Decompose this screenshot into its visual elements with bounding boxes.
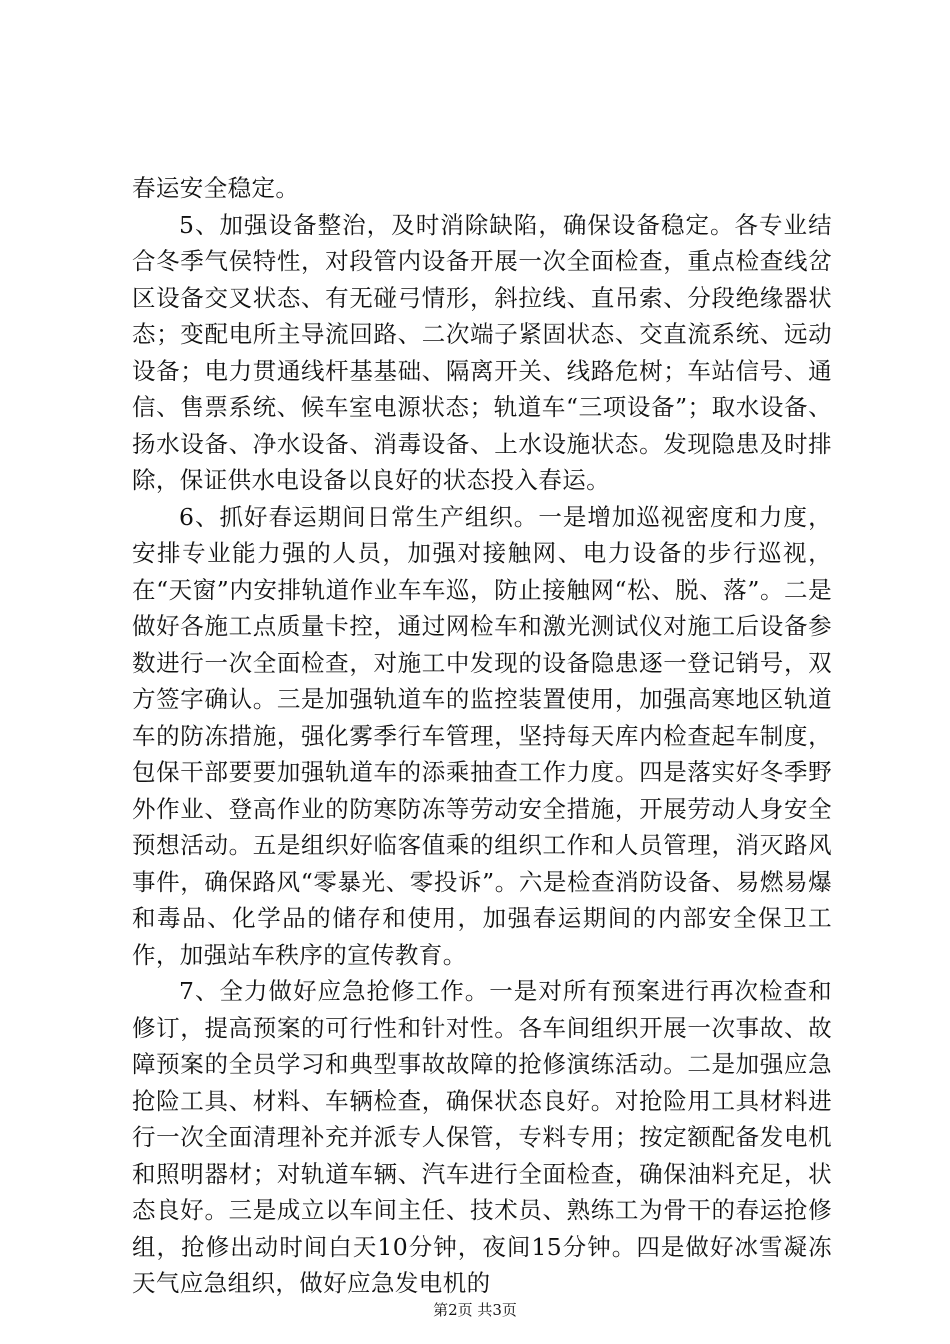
paragraph-item-6: 6、抓好春运期间日常生产组织。一是增加巡视密度和力度，安排专业能力强的人员，加强对接触网、电力设备的步行巡视，在“天窗”内安排轨道作业车车巡，防止接触网“松、脱、落”。二是做好各施工点质量卡控，通过网检车和激光测试仪对施工后设备参数进行一次全面检查，对施工中发现的设备隐患逐一登记销号，双方签字确认。三是加强轨道车的监控装置使用，加强高寒地区轨道车的防冻措施，强化雾季行车管理，坚持每天库内检查起车制度，包保干部要要加强轨道车的添乘抽查工作力度。四是落实好冬季野外作业、登高作业的防寒防冻等劳动安全措施，开展劳动人身安全预想活动。五是组织好临客值乘的组织工作和人员管理，消灭路风事件，确保路风“零暴光、零投诉”。六是检查消防设备、易燃易爆和毒品、化学品的储存和使用，加强春运期间的内部安全保卫工作，加强站车秩序的宣传教育。: [132, 502, 832, 969]
page-number-label: 第2页 共3页: [433, 1301, 517, 1319]
paragraph-item-5: 5、加强设备整治，及时消除缺陷，确保设备稳定。各专业结合冬季气侯特性，对段管内设备开展一次全面检查，重点检查线岔区设备交叉状态、有无碰弓情形，斜拉线、直吊索、分段绝缘器状态；变配电所主导流回路、二次端子紧固状态、交直流系统、远动设备；电力贯通线杆基基础、隔离开关、线路危树；车站信号、通信、售票系统、候车室电源状态；轨道车“三项设备”；取水设备、扬水设备、净水设备、消毒设备、上水设施状态。发现隐患及时排除，保证供水电设备以良好的状态投入春运。: [132, 210, 832, 494]
paragraph-continuation: 春运安全稳定。: [132, 174, 300, 202]
document-body: [132, 170, 832, 1302]
page-footer: [0, 1300, 950, 1320]
paragraph-item-7: 7、全力做好应急抢修工作。一是对所有预案进行再次检查和修订，提高预案的可行性和针对性。各车间组织开展一次事故、故障预案的全员学习和典型事故故障的抢修演练活动。二是加强应急抢险工具、材料、车辆检查，确保状态良好。对抢险用工具材料进行一次全面清理补充并派专人保管，专料专用；按定额配备发电机和照明器材；对轨道车辆、汽车进行全面检查，确保油料充足，状态良好。三是成立以车间主任、技术员、熟练工为骨干的春运抢修组，抢修出动时间白天10分钟，夜间15分钟。四是做好冰雪凝冻天气应急组织，做好应急发电机的: [132, 977, 832, 1297]
